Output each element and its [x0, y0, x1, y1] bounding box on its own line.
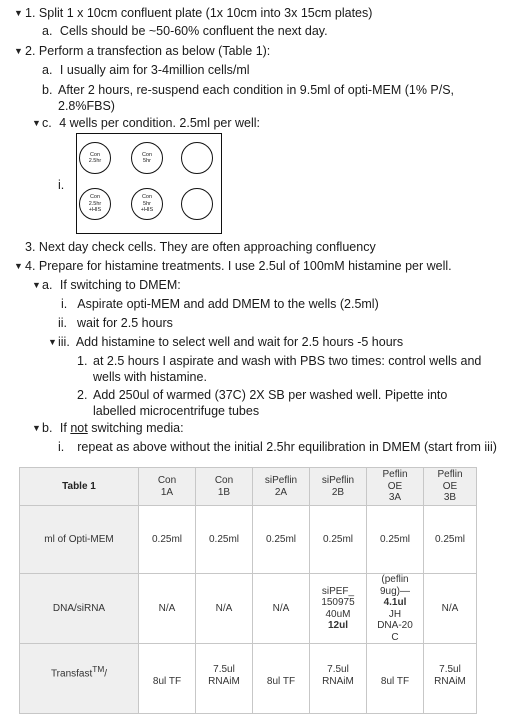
collapse-toggle-step-4a[interactable]: ▼ — [32, 280, 41, 290]
step-2a-text: I usually aim for 3-4million cells/ml — [59, 63, 250, 77]
step-2b-text: After 2 hours, re-suspend each condition in 9.5ml of opti-MEM (1% P/S, 2.8%FBS) — [58, 83, 455, 113]
step-4 — [25, 258, 452, 274]
collapse-toggle-step-2[interactable]: ▼ — [14, 46, 23, 56]
cell-line: JH — [388, 608, 402, 620]
header-line: OE — [387, 480, 403, 492]
table-cell: 0.25ml — [253, 506, 310, 574]
table-cell — [367, 644, 424, 714]
row-label: ml of Opti-MEM — [20, 506, 139, 574]
collapse-toggle-step-1[interactable]: ▼ — [14, 8, 23, 18]
header-line: 2B — [331, 486, 345, 498]
table-cell: 0.25ml — [310, 506, 367, 574]
step-3 — [25, 239, 376, 255]
cell-line: 9ug)— — [379, 585, 410, 597]
row-label-superscript: TM — [92, 664, 105, 674]
cell-line: 8ul TF — [380, 675, 410, 687]
step-4a-iii-2-text: Add 250ul of warmed (37C) 2X SB per washed well. Pipette into labelled microcentrifuge tubes — [93, 388, 448, 418]
row-label: DNA/siRNA — [20, 574, 139, 644]
step-1a — [42, 23, 328, 39]
step-4a-iii-text: Add histamine to select well and wait for 2.5 hours -5 hours — [75, 335, 404, 349]
table-row-transfast — [20, 644, 477, 714]
table-cell — [367, 574, 424, 644]
cell-line: 12ul — [327, 620, 348, 631]
cell-line: RNAiM — [208, 675, 240, 687]
plate-well — [79, 188, 111, 220]
table-cell — [253, 644, 310, 714]
header-line: 2A — [274, 486, 288, 498]
header-line: Con — [214, 475, 234, 486]
step-1a-marker: a. — [42, 24, 53, 38]
step-1 — [25, 5, 372, 21]
step-4a-i — [61, 296, 379, 312]
row-label-text: / — [104, 668, 108, 680]
step-4a-ii-text: wait for 2.5 hours — [77, 316, 173, 330]
cell-line: 7.5ul — [439, 664, 461, 675]
well-label-line: 5hr — [143, 200, 151, 207]
collapse-toggle-step-4b[interactable]: ▼ — [32, 423, 41, 433]
header-line: Con — [157, 475, 177, 486]
step-4b-i — [58, 439, 497, 455]
column-header — [139, 468, 196, 506]
column-header — [424, 468, 477, 506]
step-4a-marker: a. — [42, 278, 53, 292]
step-1a-text: Cells should be ~50-60% confluent the next day. — [59, 24, 328, 38]
table-title: Table 1 — [20, 468, 139, 506]
well-label-line: 2.5hr — [88, 158, 102, 164]
row-label-text: Transfast — [50, 668, 93, 680]
step-4b-text-pre: If — [59, 421, 71, 435]
well-label-line: Con — [89, 194, 101, 201]
step-2-marker: 2. — [25, 44, 36, 58]
six-well-plate-diagram — [76, 133, 222, 234]
header-line: OE — [442, 480, 458, 492]
cell-line: RNAiM — [322, 675, 354, 687]
header-line: siPeflin — [321, 475, 355, 486]
cell-line: 7.5ul — [213, 664, 235, 675]
cell-line: 40uM — [325, 608, 351, 620]
step-4a-iii-2-marker: 2. — [77, 388, 88, 402]
table-cell: 0.25ml — [139, 506, 196, 574]
step-4a-iii-1-text: at 2.5 hours I aspirate and wash with PBS two times: control wells and wells with histamine. — [93, 354, 482, 384]
step-2a-marker: a. — [42, 63, 53, 77]
step-4b-text-underlined: not — [70, 421, 88, 435]
step-4b-i-marker: i. — [58, 440, 65, 454]
step-3-text: Next day check cells. They are often approaching confluency — [38, 240, 376, 254]
step-2c-text: 4 wells per condition. 2.5ml per well: — [59, 116, 261, 130]
cell-line: DNA-20 — [377, 620, 413, 631]
step-4-marker: 4. — [25, 259, 36, 273]
collapse-toggle-step-2c[interactable]: ▼ — [32, 118, 41, 128]
step-4a-text: If switching to DMEM: — [59, 278, 181, 292]
step-4a — [42, 277, 181, 293]
table-cell — [310, 644, 367, 714]
well-label-line: +HIS — [88, 207, 102, 214]
table-cell: 0.25ml — [196, 506, 253, 574]
well-label-line: 2.5hr — [88, 200, 102, 207]
cell-line: RNAiM — [434, 675, 466, 687]
plate-well — [79, 142, 111, 174]
plate-well-empty — [181, 142, 213, 174]
step-4a-i-text: Aspirate opti-MEM and add DMEM to the wells (2.5ml) — [77, 297, 379, 311]
step-2c-marker: c. — [42, 116, 52, 130]
step-4b-marker: b. — [42, 421, 53, 435]
step-2 — [25, 43, 270, 59]
table-cell — [196, 644, 253, 714]
column-header — [253, 468, 310, 506]
cell-line: 8ul TF — [266, 675, 296, 687]
cell-line: siPEF_ — [321, 585, 355, 597]
header-line: 1B — [217, 486, 231, 498]
table-row-dna — [20, 574, 477, 644]
plate-well — [131, 142, 163, 174]
well-label-line: Con — [141, 194, 153, 201]
step-1-marker: 1. — [25, 6, 36, 20]
table-cell: N/A — [253, 574, 310, 644]
step-2a — [42, 62, 250, 78]
table-row-optimem — [20, 506, 477, 574]
step-4a-ii — [58, 315, 173, 331]
table-cell — [424, 644, 477, 714]
step-1-text: Split 1 x 10cm confluent plate (1x 10cm into 3x 15cm plates) — [38, 6, 373, 20]
table-1 — [19, 467, 477, 714]
well-label-line: 5hr — [143, 158, 151, 164]
cell-line: 7.5ul — [327, 664, 349, 675]
table-cell — [139, 644, 196, 714]
column-header — [310, 468, 367, 506]
well-label-line: Con — [141, 151, 153, 158]
step-2b-marker: b. — [42, 83, 53, 97]
well-label-line: +HIS — [140, 207, 154, 214]
step-3-marker: 3. — [25, 240, 36, 254]
column-header — [367, 468, 424, 506]
plate-well-empty — [181, 188, 213, 220]
table-cell: N/A — [424, 574, 477, 644]
collapse-toggle-step-4[interactable]: ▼ — [14, 261, 23, 271]
well-label-line: Con — [89, 151, 101, 158]
header-line: siPeflin — [264, 475, 298, 486]
step-4b-i-text: repeat as above without the initial 2.5hr equilibration in DMEM (start from iii) — [77, 440, 497, 454]
step-2-text: Perform a transfection as below (Table 1): — [38, 44, 271, 58]
cell-line: (peflin — [381, 574, 409, 585]
table-cell: N/A — [139, 574, 196, 644]
cell-line: 150975 — [321, 597, 355, 608]
header-line: Peflin — [382, 469, 408, 481]
collapse-toggle-step-4a-iii[interactable]: ▼ — [48, 337, 57, 347]
step-4a-iii-marker: iii. — [58, 335, 70, 349]
step-4a-iii-1-marker: 1. — [77, 354, 88, 368]
header-line: Peflin — [437, 469, 463, 481]
table-cell: 0.25ml — [367, 506, 424, 574]
table-cell: N/A — [196, 574, 253, 644]
cell-line: C — [391, 631, 399, 643]
step-4b — [42, 420, 184, 436]
row-label — [20, 644, 139, 714]
header-line: 3A — [388, 492, 402, 504]
header-line: 1A — [160, 486, 174, 498]
column-header — [196, 468, 253, 506]
step-2c-i-marker: i. — [58, 178, 65, 192]
step-4b-text-post: switching media: — [87, 421, 184, 435]
header-line: 3B — [443, 492, 457, 504]
table-cell — [310, 574, 367, 644]
step-4a-i-marker: i. — [61, 297, 68, 311]
cell-line: 4.1ul — [383, 597, 407, 608]
plate-well — [131, 188, 163, 220]
cell-line: 8ul TF — [152, 675, 182, 687]
step-4-text: Prepare for histamine treatments. I use 2.5ul of 100mM histamine per well. — [38, 259, 452, 273]
table-cell: 0.25ml — [424, 506, 477, 574]
step-4a-iii — [58, 334, 403, 350]
step-4a-ii-marker: ii. — [58, 316, 68, 330]
table-header-row — [20, 468, 477, 506]
step-2c — [42, 115, 260, 131]
